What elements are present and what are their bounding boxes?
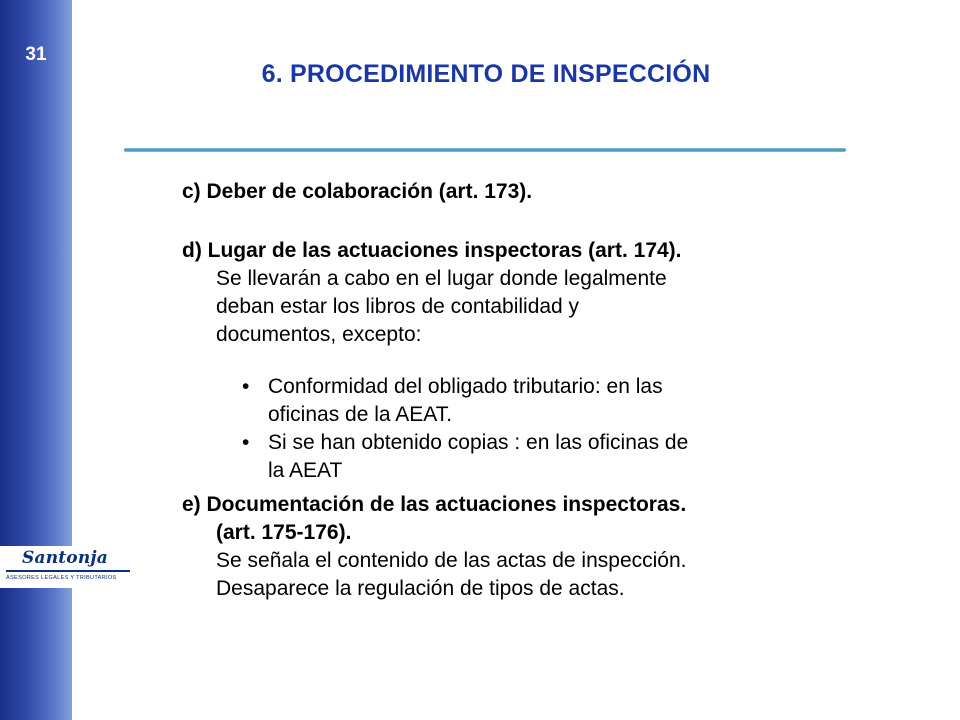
- section-d-heading: d) Lugar de las actuaciones inspectoras (art. 174).: [182, 239, 682, 262]
- title-divider: [124, 148, 846, 152]
- section-e-body: [216, 547, 882, 603]
- bullet-line: la AEAT: [268, 459, 343, 482]
- bullet-line: Si se han obtenido copias : en las oficinas de: [268, 431, 689, 454]
- bullet-item: [242, 373, 768, 429]
- slide-number: 31: [25, 44, 47, 65]
- section-d-line: documentos, excepto:: [216, 323, 422, 346]
- logo-subtitle: ASESORES LEGALES Y TRIBUTARIOS: [6, 575, 117, 581]
- logo-name: Santonja: [22, 548, 108, 568]
- bullet-marker: •: [242, 375, 250, 398]
- section-d-bullets: [242, 373, 882, 485]
- bullet-marker: •: [242, 431, 250, 454]
- company-logo: [0, 546, 135, 588]
- section-c-heading: c) Deber de colaboración (art. 173).: [182, 180, 533, 203]
- slide-title: 6. PROCEDIMIENTO DE INSPECCIÓN: [261, 60, 711, 88]
- bullet-line: Conformidad del obligado tributario: en las: [268, 375, 663, 398]
- slide-content: [182, 178, 882, 603]
- section-e-heading-cont: (art. 175-176).: [216, 521, 352, 544]
- logo-rule: [6, 570, 130, 572]
- section-e-line: Se señala el contenido de las actas de inspección.: [216, 549, 687, 572]
- bullet-line: oficinas de la AEAT.: [268, 403, 453, 426]
- side-bar: [0, 0, 72, 720]
- bullet-item: [242, 429, 768, 485]
- section-e-line: Desaparece la regulación de tipos de actas.: [216, 577, 625, 600]
- section-d-line: Se llevarán a cabo en el lugar donde legalmente: [216, 267, 667, 290]
- section-e-heading: e) Documentación de las actuaciones inspectoras.: [182, 493, 687, 516]
- section-d-line: deban estar los libros de contabilidad y: [216, 295, 580, 318]
- section-d-body: [216, 265, 882, 349]
